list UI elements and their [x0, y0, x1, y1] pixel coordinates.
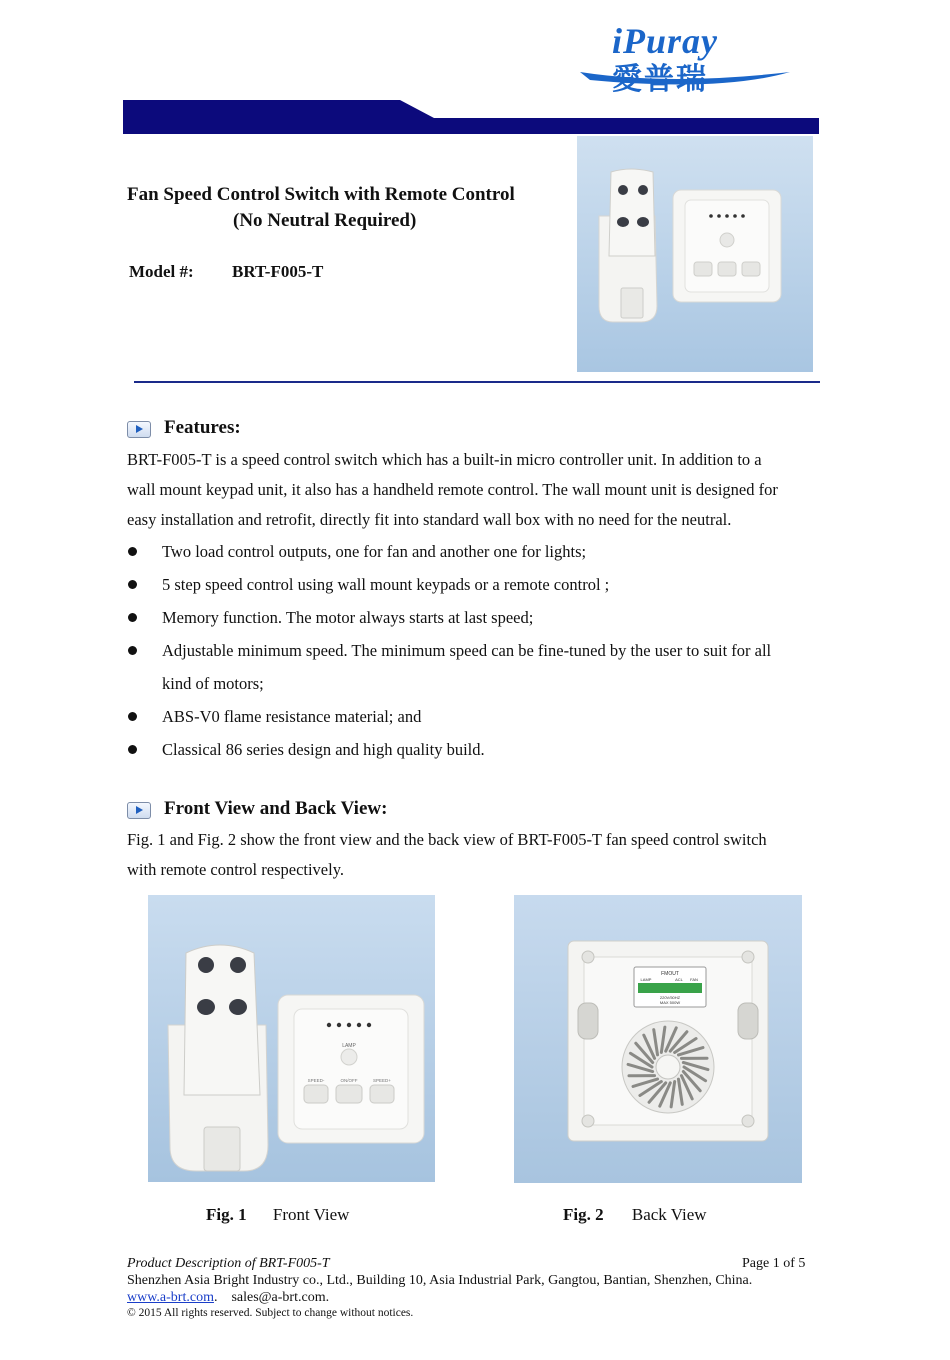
- list-item-text: ABS-V0 flame resistance material; and: [162, 707, 422, 726]
- list-item-text: Memory function. The motor always starts at last speed;: [162, 608, 534, 627]
- features-intro-line: wall mount keypad unit, it also has a handheld remote control. The wall mount unit is designed for: [127, 480, 778, 499]
- bullet-icon: [128, 712, 137, 721]
- features-intro-line: easy installation and retrofit, directly fit into standard wall box with no need for the neutral.: [127, 510, 732, 529]
- company-logo: [560, 14, 845, 97]
- footer-copyright: © 2015 All rights reserved. Subject to change without notices.: [127, 1307, 414, 1319]
- list-item: [127, 535, 827, 568]
- play-icon: [127, 802, 151, 819]
- bullet-icon: [128, 613, 137, 622]
- bullet-icon: [128, 547, 137, 556]
- back-fmout-label: FMOUT: [661, 971, 679, 977]
- title-line-2: (No Neutral Required): [233, 210, 417, 231]
- features-list: [127, 535, 827, 766]
- panel-lamp-label: LAMP: [342, 1043, 356, 1049]
- logo-latin-text: iPuray: [612, 21, 719, 61]
- header-bar: [123, 100, 819, 134]
- panel-speed-up-label: SPEED+: [373, 1078, 391, 1083]
- list-item: [127, 700, 827, 733]
- bullet-icon: [128, 745, 137, 754]
- list-item: [127, 634, 827, 667]
- list-item-text: 5 step speed control using wall mount keypads or a remote control ;: [162, 575, 610, 594]
- figure-1-title: Front View: [272, 1205, 350, 1224]
- list-item-continuation: [127, 667, 827, 700]
- footer-page-number: Page 1 of 5: [742, 1256, 806, 1271]
- figure-2-caption: [563, 1205, 707, 1225]
- footer-address: Shenzhen Asia Bright Industry co., Ltd., Building 10, Asia Industrial Park, Gangtou, Bantian, Shenzhen, China.: [127, 1273, 753, 1288]
- list-item-text: kind of motors;: [162, 674, 264, 693]
- footer-contact: www.a-brt.com. sales@a-brt.com.: [127, 1290, 330, 1305]
- panel-onoff-label: ON/OFF: [340, 1078, 358, 1083]
- features-intro: [127, 445, 827, 535]
- title-line-1: Fan Speed Control Switch with Remote Control: [127, 184, 515, 205]
- figure-1-label: Fig. 1: [206, 1205, 247, 1224]
- list-item: [127, 733, 827, 766]
- back-rating-label: 220V/50HZ: [659, 995, 681, 1000]
- email-text: sales@a-brt.com.: [231, 1290, 330, 1305]
- list-item: [127, 601, 827, 634]
- model-label: Model #:: [129, 262, 194, 281]
- website-link[interactable]: www.a-brt.com: [127, 1290, 214, 1305]
- figure-2-label: Fig. 2: [563, 1205, 604, 1224]
- back-lamp-label: LAMP: [640, 977, 652, 982]
- back-max-label: MAX 500W: [659, 1000, 681, 1005]
- document-title: [127, 182, 537, 234]
- bullet-icon: [128, 580, 137, 589]
- model-value: BRT-F005-T: [232, 262, 324, 281]
- figure-1-caption: [206, 1205, 349, 1225]
- features-intro-line: BRT-F005-T is a speed control switch which has a built-in micro controller unit. In addition to a: [127, 450, 762, 469]
- views-intro-line: with remote control respectively.: [127, 860, 345, 879]
- back-acl-label: ACL: [675, 977, 683, 982]
- views-intro-line: Fig. 1 and Fig. 2 show the front view and the back view of BRT-F005-T fan speed control switch: [127, 830, 767, 849]
- list-item-text: Classical 86 series design and high quality build.: [162, 740, 485, 759]
- play-icon: [127, 421, 151, 438]
- footer-doc-title: Product Description of BRT-F005-T: [127, 1256, 330, 1271]
- logo-cjk-text: 愛普瑞: [612, 62, 708, 97]
- bullet-icon: [128, 646, 137, 655]
- panel-speed-down-label: SPEED-: [307, 1078, 325, 1083]
- product-hero-image: [577, 136, 813, 372]
- views-heading: Front View and Back View:: [164, 798, 388, 819]
- front-view-image: [148, 895, 435, 1182]
- back-fan-label: FAN: [690, 977, 698, 982]
- list-item-text: Adjustable minimum speed. The minimum speed can be fine-tuned by the user to suit for all: [162, 641, 772, 660]
- views-intro: [127, 825, 827, 885]
- features-heading: Features:: [164, 417, 241, 438]
- back-view-image: [514, 895, 802, 1183]
- list-item-text: Two load control outputs, one for fan and another one for lights;: [162, 542, 587, 561]
- section-divider: [134, 381, 820, 383]
- list-item: [127, 568, 827, 601]
- figure-2-title: Back View: [631, 1205, 707, 1224]
